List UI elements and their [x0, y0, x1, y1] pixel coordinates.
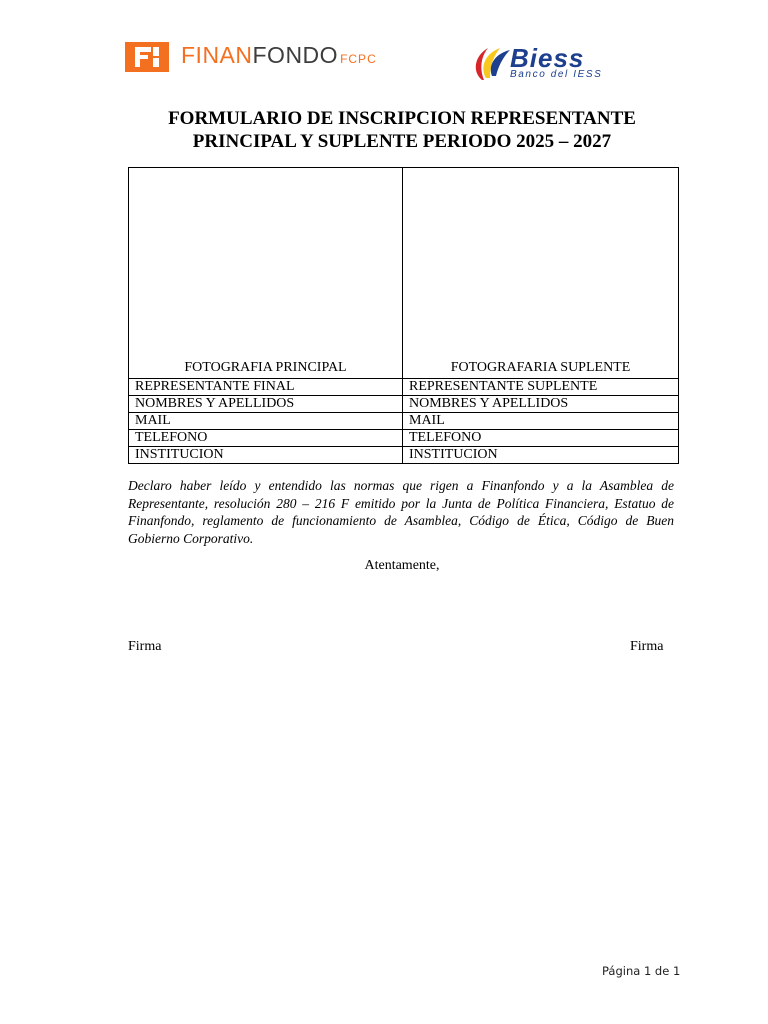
biess-logo [470, 42, 640, 84]
finanfondo-wordmark-light: FINAN [181, 42, 253, 68]
field-representante-final[interactable]: REPRESENTANTE FINAL [129, 379, 403, 396]
biess-tagline: Banco del IESS [510, 69, 603, 80]
field-mail-suplente[interactable]: MAIL [403, 413, 679, 430]
table-row [129, 413, 679, 430]
biess-swoosh-icon [470, 42, 514, 84]
finanfondo-wordmark-fcpc: FCPC [340, 52, 377, 66]
page-number: Página 1 de 1 [602, 964, 681, 978]
page-title [100, 107, 704, 153]
biess-wordmark: Biess [510, 43, 585, 73]
table-row [129, 430, 679, 447]
field-mail-principal[interactable]: MAIL [129, 413, 403, 430]
photo-principal-label: FOTOGRAFIA PRINCIPAL [184, 360, 347, 375]
closing-text: Atentamente, [364, 558, 440, 573]
table-row [129, 379, 679, 396]
field-nombres-principal[interactable]: NOMBRES Y APELLIDOS [129, 396, 403, 413]
table-row [129, 396, 679, 413]
field-telefono-suplente[interactable]: TELEFONO [403, 430, 679, 447]
finanfondo-logo [125, 42, 377, 72]
title-line-1: FORMULARIO DE INSCRIPCION REPRESENTANTE [168, 108, 636, 129]
title-line-2: PRINCIPAL Y SUPLENTE PERIODO 2025 – 2027 [192, 131, 612, 152]
photo-principal-box[interactable] [129, 168, 403, 379]
signature-right[interactable]: Firma [630, 639, 664, 654]
field-nombres-suplente[interactable]: NOMBRES Y APELLIDOS [403, 396, 679, 413]
photo-row [129, 168, 679, 379]
finanfondo-wordmark [181, 40, 377, 74]
photo-suplente-box[interactable] [403, 168, 679, 379]
field-institucion-principal[interactable]: INSTITUCION [129, 447, 403, 464]
signature-left[interactable]: Firma [128, 639, 162, 654]
field-representante-suplente[interactable]: REPRESENTANTE SUPLENTE [403, 379, 679, 396]
photo-suplente-label: FOTOGRAFARIA SUPLENTE [450, 360, 631, 375]
finanfondo-mark-icon [125, 42, 169, 72]
field-institucion-suplente[interactable]: INSTITUCION [403, 447, 679, 464]
declaration-paragraph: Declaro haber leído y entendido las normas que rigen a Finanfondo y a la Asamblea de Representante, resolución 280 – 216 F emitido por la Junta de Política Financiera, Estatuo de Finanfondo, reglamento de funcionamiento de Asamblea, Código de Ética, Código de Buen Gobierno Corporativo. [128, 478, 674, 546]
field-telefono-principal[interactable]: TELEFONO [129, 430, 403, 447]
registration-form-table [128, 167, 679, 464]
table-row [129, 447, 679, 464]
finanfondo-wordmark-dark: FONDO [252, 42, 339, 68]
